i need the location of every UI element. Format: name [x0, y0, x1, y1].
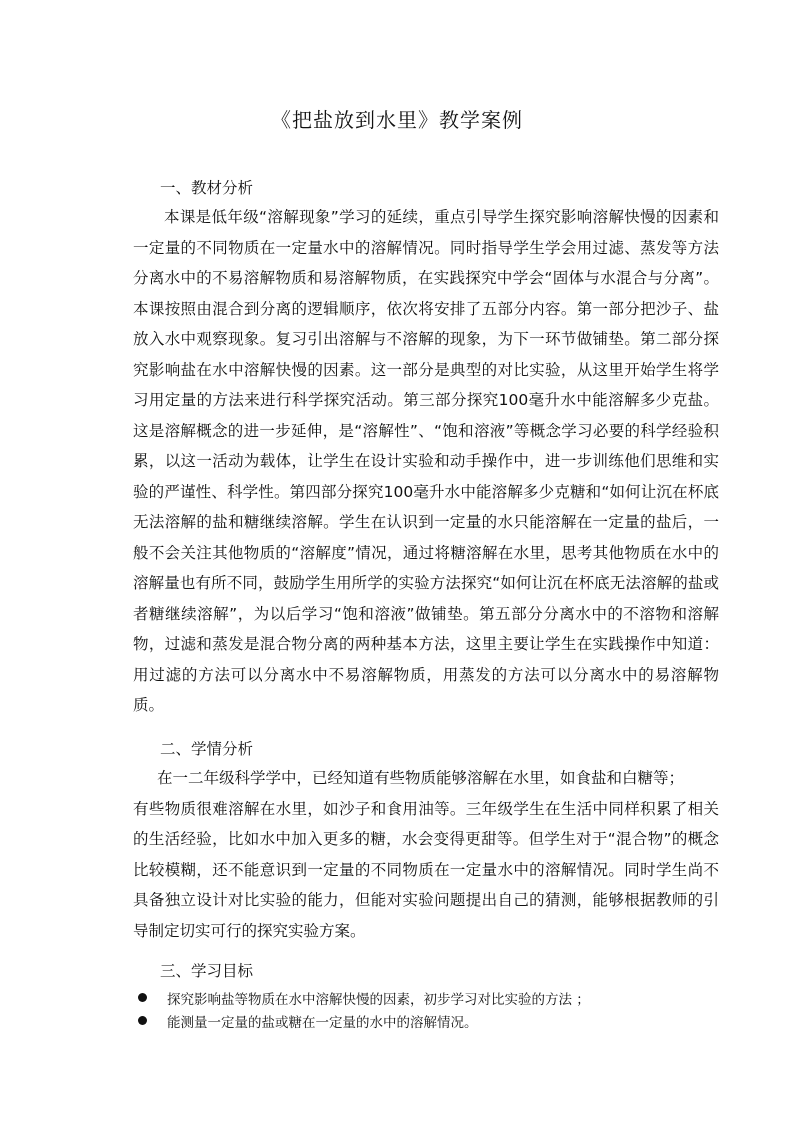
- list-item-text: 探究影响盐等物质在水中溶解快慢的因素，初步学习对比实验的方法 ；: [167, 991, 590, 1008]
- section-paragraph-student-analysis: [133, 763, 719, 946]
- document-title: 《把盐放到水里》教学案例: [271, 108, 523, 132]
- bullet-dot-icon: [138, 1016, 147, 1025]
- list-item-text: 能测量一定量的盐或糖在一定量的水中的溶解情况。: [167, 1014, 478, 1031]
- learning-goals-list: [133, 986, 733, 1032]
- list-item: [133, 986, 733, 1009]
- bullet-dot-icon: [138, 993, 147, 1002]
- section-heading-textbook-analysis: 一、教材分析: [160, 179, 254, 197]
- section-paragraph-textbook-analysis: 本课是低年级“溶解现象”学习的延续，重点引导学生探究影响溶解快慢的因素和一定量的不同物质在一定量水中的溶解情况。同时指导学生学会用过滤、蒸发等方法分离水中的不易溶解物质和易溶解物质，在实践探究中学会“固体与水混合与分离”。本课按照由混合到分离的逻辑顺序，依次将安排了五部分内容。第一部分把沙子、盐放入水中观察现象。复习引出溶解与不溶解的现象，为下一环节做铺垫。第二部分探究影响盐在水中溶解快慢的因素。这一部分是典型的对比实验，从这里开始学生将学习用定量的方法来进行科学探究活动。第三部分探究100毫升水中能溶解多少克盐。这是溶解概念的进一步延伸，是“溶解性”、“饱和溶液”等概念学习必要的科学经验积累，以这一活动为载体，让学生在设计实验和动手操作中，进一步训练他们思维和实验的严谨性、科学性。第四部分探究100毫升水中能溶解多少克糖和“如何让沉在杯底无法溶解的盐和糖继续溶解。学生在认识到一定量的水只能溶解在一定量的盐后，一般不会关注其他物质的“溶解度”情况，通过将糖溶解在水里，思考其他物质在水中的溶解量也有所不同，鼓励学生用所学的实验方法探究“如何让沉在杯底无法溶解的盐或者糖继续溶解”，为以后学习“饱和溶液”做铺垫。第五部分分离水中的不溶物和溶解物，过滤和蒸发是混合物分离的两种基本方法，这里主要让学生在实践操作中知道：用过滤的方法可以分离水中不易溶解物质，用蒸发的方法可以分离水中的易溶解物质。: [133, 208, 719, 714]
- section-heading-learning-goals: 三、学习目标: [160, 962, 254, 980]
- paragraph-rest: 有些物质很难溶解在水里，如沙子和食用油等。三年级学生在生活中同样积累了相关的生活经验，比如水中加入更多的糖，水会变得更甜等。但学生对于“混合物”的概念比较模糊，还不能意识到一定量的不同物质在一定量水中的溶解情况。同时学生尚不具备独立设计对比实验的能力，但能对实验问题提出自己的猜测，能够根据教师的引导制定切实可行的探究实验方案。: [133, 799, 719, 940]
- list-item: [133, 1009, 733, 1032]
- paragraph-first-line: 在一二年级科学学中，已经知道有些物质能够溶解在水里，如食盐和白糖等；: [157, 769, 685, 787]
- section-heading-student-analysis: 二、学情分析: [160, 740, 254, 758]
